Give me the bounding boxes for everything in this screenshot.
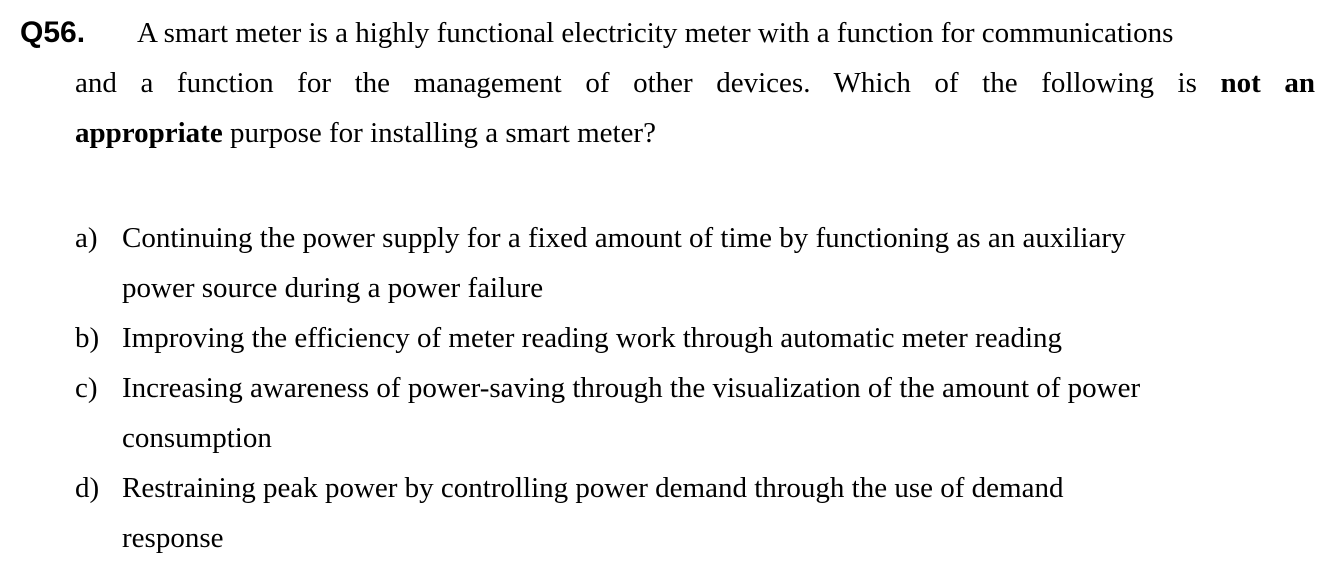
question-number: Q56. — [20, 16, 86, 49]
question-line-2-bold-text: not an — [1220, 67, 1315, 99]
option-d-label: d) — [75, 472, 100, 504]
option-a-text — [122, 213, 1126, 313]
option-c-text — [122, 363, 1140, 463]
question-line-3-bold-text: appropriate — [75, 117, 223, 149]
question-line-2-text: and a function for the management of other devices. Which of the following is — [75, 67, 1221, 99]
question-text — [75, 8, 1315, 158]
question-line-3 — [75, 108, 1315, 158]
option-a-line-1: Continuing the power supply for a fixed amount of time by functioning as an auxiliary — [122, 222, 1126, 254]
option-b-label: b) — [75, 322, 100, 354]
option-b — [75, 313, 1329, 363]
option-d-line-1: Restraining peak power by controlling power demand through the use of demand — [122, 472, 1064, 504]
question-line-1-text: A smart meter is a highly functional electricity meter with a function for communications — [137, 17, 1174, 49]
option-c — [75, 363, 1329, 463]
question-block — [0, 0, 1329, 158]
option-a-label: a) — [75, 222, 98, 254]
option-c-line-2: consumption — [122, 422, 272, 454]
question-line-2 — [75, 58, 1315, 108]
option-d-line-2: response — [122, 522, 224, 554]
option-b-line-1: Improving the efficiency of meter reading work through automatic meter reading — [122, 322, 1063, 354]
option-c-line-1: Increasing awareness of power-saving through the visualization of the amount of power — [122, 372, 1141, 404]
options-list — [75, 213, 1329, 563]
option-a — [75, 213, 1329, 313]
option-d-text — [122, 463, 1063, 563]
option-d — [75, 463, 1329, 563]
option-a-line-2: power source during a power failure — [122, 272, 544, 304]
option-c-label: c) — [75, 372, 98, 404]
question-line-3-text: purpose for installing a smart meter? — [222, 117, 656, 149]
question-line-1 — [75, 8, 1315, 58]
option-b-text — [122, 313, 1062, 363]
